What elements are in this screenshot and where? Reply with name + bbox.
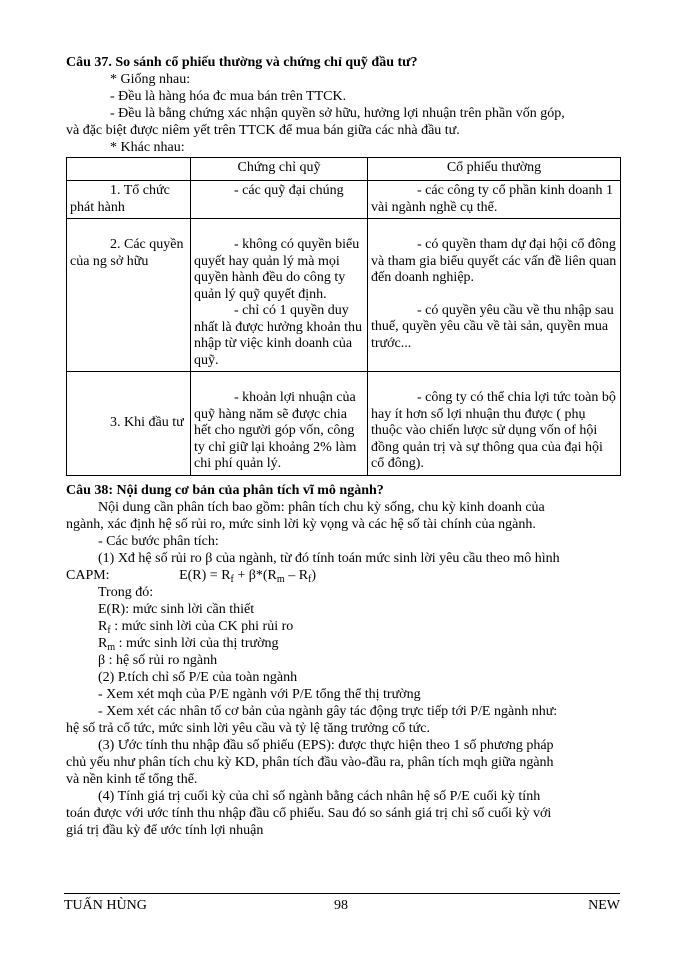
q38-s3b: chủ yếu như phân tích chu kỳ KD, phân tích đầu vào-đầu ra, phân tích mqh giữa ngành — [66, 754, 554, 770]
capm-formula: $E(R) = R_f + \beta*(R_m - R_f)$ — [179, 567, 317, 585]
row1-stock: - các công ty cổ phần kinh doanh 1 vài ngành nghề cụ thể. — [371, 183, 613, 215]
table-header-row — [67, 158, 621, 181]
row2-fund-a: - không có quyền biểu quyết hay quản lý mà mọi quyền hành đều do công ty quản lý quỹ quyết định. — [194, 237, 360, 302]
q38-s4a: (4) Tính giá trị cuối kỳ của chỉ số ngành bằng cách nhân hệ số P/E cuối kỳ tính — [98, 788, 541, 804]
q38-s1b-row — [66, 567, 622, 584]
table-header-fund: Chứng chỉ quỹ — [191, 158, 368, 181]
row2-stock-a: - có quyền tham dự đại hội cổ đông và tham gia biểu quyết các vấn đề liên quan đến doanh nghiệp. — [371, 237, 617, 285]
q38-s2-b2b: hệ số trả cổ tức, mức sinh lời yêu cầu và tỷ lệ tăng trưởng cổ tức. — [66, 720, 430, 736]
def-rm: $R_m$ : mức sinh lời của thị trường — [98, 635, 279, 653]
document-page — [66, 54, 622, 839]
def-beta: β : hệ số rủi ro ngành — [98, 652, 218, 668]
q38-s2-b1: - Xem xét mqh của P/E ngành với P/E tổng thể thị trường — [98, 686, 421, 702]
q37-similar-2b: và đặc biệt được niêm yết trên TTCK để mua bán giữa các nhà đầu tư. — [66, 123, 460, 138]
q38-s1b: CAPM: — [66, 567, 110, 583]
row1-fund: - các quỹ đại chúng — [234, 183, 344, 198]
row2-fund-b: - chỉ có 1 quyền duy nhất là được hưởng khoản thu nhập từ việc kinh doanh của quỹ. — [194, 303, 363, 368]
q38-steps: - Các bước phân tích: — [98, 533, 219, 549]
row3-fund: - khoản lợi nhuận của quỹ hàng năm sẽ được chia hết cho người góp vốn, công ty chỉ giữ lại khoảng 2% làm chi phí quản lý. — [194, 390, 357, 471]
q38-s2: (2) P.tích chỉ số P/E của toàn ngành — [98, 669, 298, 685]
table-header-empty — [67, 158, 191, 181]
q38-where: Trong đó: — [98, 584, 154, 600]
table-header-stock: Cổ phiếu thường — [368, 158, 621, 181]
comparison-table — [66, 157, 621, 476]
q38-s2-b2a: - Xem xét các nhân tố cơ bản của ngành gây tác động trực tiếp tới P/E ngành như: — [98, 703, 558, 719]
footer-page-number: 98 — [334, 898, 348, 913]
table-row — [67, 372, 621, 476]
q38-s3c: và nền kinh tế tổng thể. — [66, 771, 198, 787]
row2-stock-b: - có quyền yêu cầu về thu nhập sau thuế, quyền yêu cầu về tài sản, quyền mua trước... — [371, 302, 614, 351]
def-er: E(R): mức sinh lời cần thiết — [98, 601, 255, 617]
q38-s1a: (1) Xđ hệ số rủi ro β của ngành, từ đó tính toán mức sinh lời yêu cầu theo mô hình — [98, 550, 560, 566]
q37-similar-2a: - Đều là bằng chứng xác nhận quyền sở hữu, hưởng lợi nhuận trên phần vốn góp, — [110, 106, 565, 121]
row1-label: 1. Tổ chức phát hành — [70, 183, 170, 215]
q38-p1a: Nội dung cần phân tích bao gồm: phân tích chu kỳ sống, chu kỳ kinh doanh của — [98, 499, 545, 515]
row2-label: 2. Các quyền của ng sở hữu — [70, 237, 184, 269]
q38-s4c: giá trị đầu kỳ để ước tính lợi nhuận — [66, 822, 264, 838]
row3-stock: - công ty có thể chia lợi tức toàn bộ hay ít hơn số lợi nhuận thu được ( phụ thuộc vào chiến lược sử dụng vốn of hội đồng quản trị và sự thông qua của đại hội cổ đông). — [371, 390, 616, 471]
row3-label: 3. Khi đầu tư — [110, 415, 184, 430]
q37-title: Câu 37. So sánh cổ phiếu thường và chứng chỉ quỹ đầu tư? — [66, 55, 418, 70]
q37-similar-heading: * Giống nhau: — [110, 72, 191, 87]
q38-s4b: toán được với ước tính thu nhập đầu cổ phiếu. Sau đó so sánh giá trị chỉ số cuối kỳ với — [66, 805, 552, 821]
q38-s3a: (3) Ước tính thu nhập đầu số phiếu (EPS): được thực hiện theo 1 số phương pháp — [98, 737, 554, 753]
table-row — [67, 181, 621, 219]
def-rf: $R_f$ : mức sinh lời của CK phi rủi ro — [98, 618, 294, 636]
page-footer — [64, 893, 620, 916]
q37-diff-heading: * Khác nhau: — [110, 140, 185, 155]
q37-similar-1: - Đều là hàng hóa đc mua bán trên TTCK. — [110, 89, 347, 104]
q38-p1b: ngành, xác định hệ số rủi ro, mức sinh lời kỳ vọng và các hệ số tài chính của ngành. — [66, 516, 536, 532]
footer-label: NEW — [588, 898, 620, 913]
footer-author: TUẤN HÙNG — [64, 898, 147, 913]
q38-title: Câu 38: Nội dung cơ bản của phân tích vĩ mô ngành? — [66, 482, 384, 498]
table-row — [67, 219, 621, 372]
